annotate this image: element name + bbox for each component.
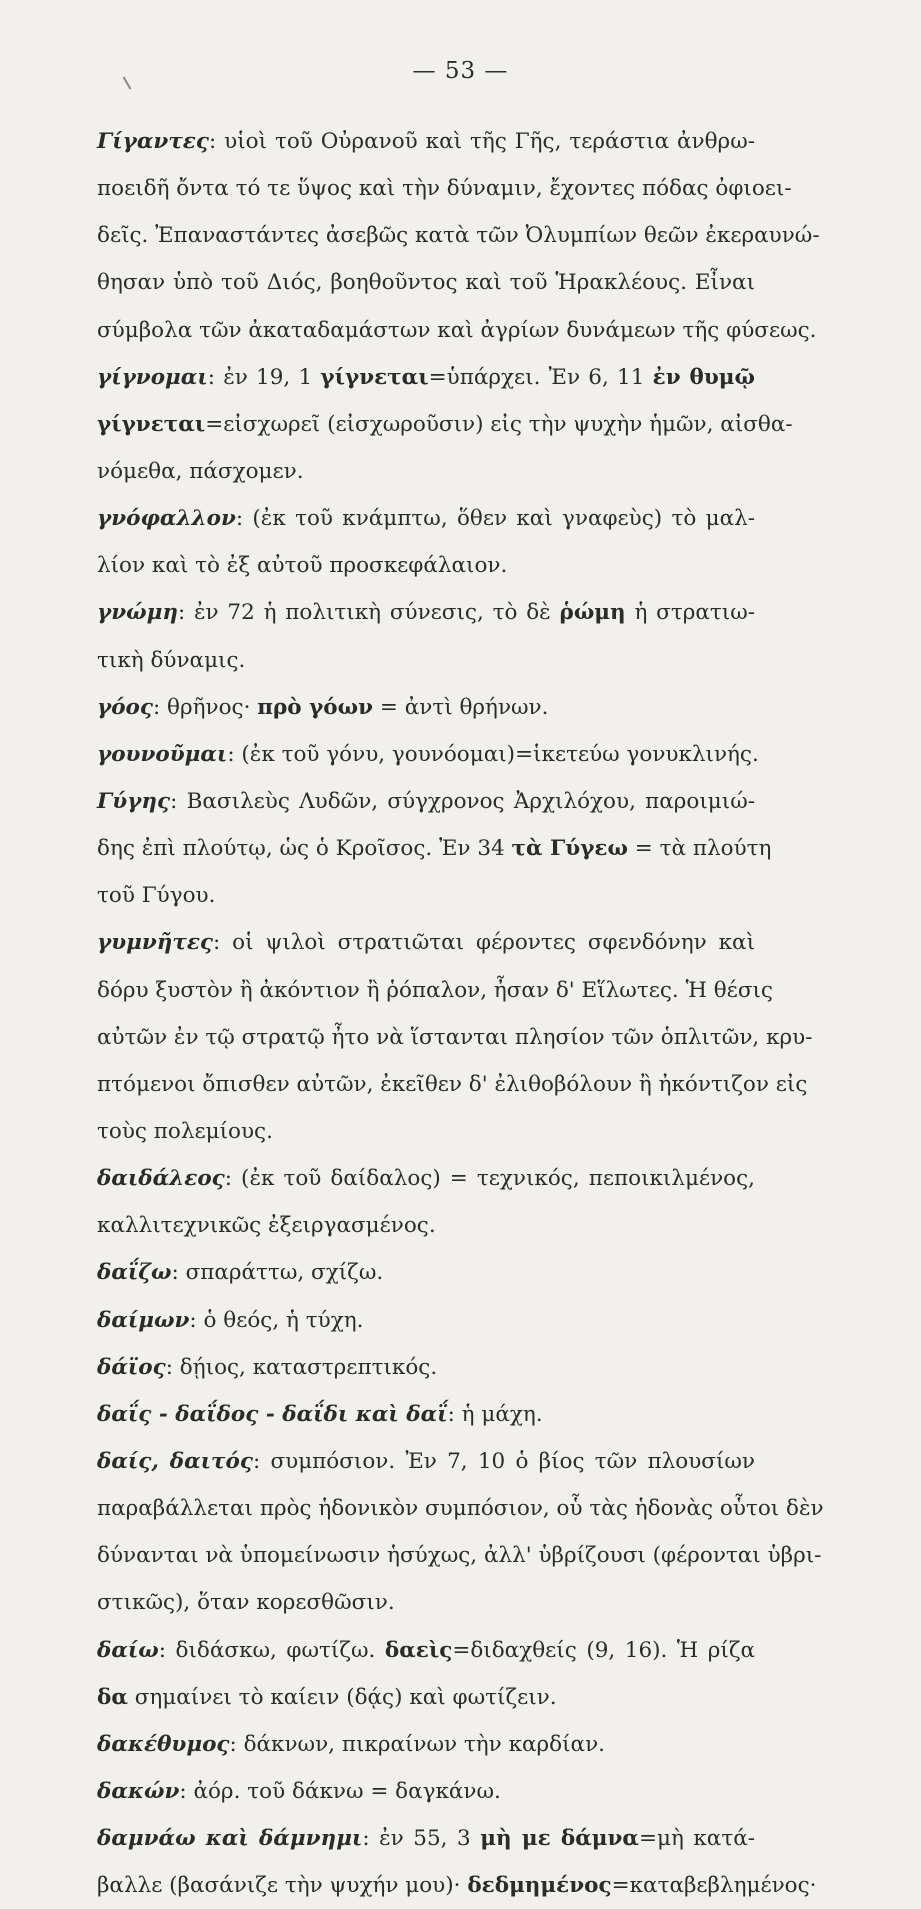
text-span: : ἡ μάχη. [447,1401,543,1427]
text-span: : ὁ θεός, ἡ τύχη. [189,1307,364,1333]
text-span: : (ἐκ τοῦ γόνυ, γουνόομαι)=ἱκετεύω γονυκλινής. [227,741,759,767]
text-line [97,1202,755,1249]
text-line [97,307,817,354]
text-span: : ἀόρ. τοῦ δάκνω = δαγκάνω. [179,1778,501,1804]
text-span: : ἐν 72 ἡ πολιτικὴ σύνεσις, τὸ δὲ [177,600,560,626]
text-span: πτόμενοι ὄπισθεν αὐτῶν, ἐκεῖθεν δ' ἐλιθοβόλουν ἢ ἠκόντιζον εἰς [97,1071,808,1097]
text-span: δόρυ ξυστὸν ἢ ἀκόντιον ἢ ῥόπαλον, ἦσαν δ' Εἵλωτες. Ἡ θέσις [97,977,773,1003]
text-span: σημαίνει τὸ καίειν (δᾴς) καὶ φωτίζειν. [127,1684,557,1710]
text-span: : συμπόσιον. Ἐν 7, 10 ὁ βίος τῶν πλουσίων [252,1448,755,1474]
text-span: =καταβεβλημένος· [611,1873,817,1899]
headword: δαιδάλεος [97,1166,225,1192]
text-line [97,919,755,966]
text-span: : Βασιλεὺς Λυδῶν, σύγχρονος Ἀρχιλόχου, παροιμιώ- [170,788,755,814]
text-line [97,731,759,778]
bold-term: δεδμημένος [467,1873,612,1899]
text-span: λίον καὶ τὸ ἐξ αὐτοῦ προσκεφάλαιον. [97,553,508,579]
glossary-text [97,118,824,1909]
text-span: : θρῆνος· [152,694,258,720]
text-span: θησαν ὑπὸ τοῦ Διός, βοηθοῦντος καὶ τοῦ Ἡρακλέους. Εἶναι [97,270,755,296]
text-span: : οἱ ψιλοὶ στρατιῶται φέροντες σφενδόνην καὶ [213,930,755,956]
text-line [97,1674,755,1721]
text-line [97,1249,755,1296]
text-line [97,1579,755,1626]
text-span: : δάκνων, πικραίνων τὴν καρδίαν. [229,1731,605,1757]
text-line [97,1108,755,1155]
text-line [97,1344,755,1391]
text-span: = ἀντὶ θρήνων. [373,694,549,720]
text-line [97,495,755,542]
text-span: σύμβολα τῶν ἀκαταδαμάστων καὶ ἀγρίων δυνάμεων τῆς φύσεως. [97,317,817,343]
text-span: =μὴ κατά- [638,1826,756,1852]
headword: δαίμων [97,1307,190,1333]
bold-term: πρὸ γόων [257,694,374,720]
text-span: αὐτῶν ἐν τῷ στρατῷ ἦτο νὰ ἵστανται πλησίον τῶν ὁπλιτῶν, κρυ- [97,1024,813,1050]
text-span: βαλλε (βασάνιζε τὴν ψυχήν μου)· [97,1873,468,1899]
bold-term: μὴ με δάμνα [480,1826,639,1852]
text-span: =εἰσχωρεῖ (εἰσχωροῦσιν) εἰς τὴν ψυχὴν ἡμῶν, αἰσθα- [205,411,793,437]
text-span: =ὑπάρχει. Ἐν 6, 11 [428,364,653,390]
text-span: νόμεθα, πάσχομεν. [97,458,304,484]
text-span: τοῦ Γύγου. [97,883,216,909]
text-line [97,1768,755,1815]
text-span: : δῄιος, καταστρεπτικός. [165,1354,438,1380]
headword: γυμνῆτες [97,930,214,956]
page-number: — 53 — [412,58,509,84]
text-span: τοὺς πολεμίους. [97,1118,273,1144]
text-line [97,1815,755,1862]
text-line [97,1014,813,1061]
bold-term: δα [97,1684,128,1710]
headword: Γίγαντες [97,129,209,154]
text-line [97,872,755,919]
text-span: = τὰ πλούτη [627,836,772,862]
text-span: τικὴ δύναμις. [97,647,246,673]
headword: δαίς, δαιτός [97,1448,253,1474]
text-line [97,354,755,401]
text-span: δης ἐπὶ πλούτῳ, ὡς ὁ Κροῖσος. Ἐν 34 [97,836,512,862]
text-line [97,212,820,259]
bold-term: ῥώμη [559,600,626,626]
bold-term: τὰ Γύγεω [511,836,628,862]
text-line [97,259,755,306]
text-line [97,1532,822,1579]
text-span: δύνανται νὰ ὑπομείνωσιν ἡσύχως, ἀλλ' ὑβρίζουσι (φέρονται ὑβρι- [97,1543,822,1569]
text-line [97,401,793,448]
text-span: : ἐν 55, 3 [362,1826,481,1852]
text-span: : ἐν 19, 1 [207,364,321,390]
text-span: στικῶς), ὅταν κορεσθῶσιν. [97,1590,395,1616]
text-line [97,1061,808,1108]
text-span: : σπαράττω, σχίζω. [171,1260,384,1286]
text-span: =διδαχθείς (9, 16). Ἡ ρίζα [452,1637,755,1663]
headword: γόος [97,694,153,720]
headword: δακών [97,1778,180,1804]
text-line [97,542,755,589]
text-span: δεῖς. Ἐπαναστάντες ἀσεβῶς κατὰ τῶν Ὀλυμπίων θεῶν ἐκεραυνώ- [97,223,820,249]
headword: δακέθυμος [97,1731,230,1757]
text-line [97,637,755,684]
bold-term: δαεὶς [384,1637,453,1663]
text-span: παραβάλλεται πρὸς ἡδονικὸν συμπόσιον, οὗ τὰς ἡδονὰς οὗτοι δὲν [97,1496,824,1522]
text-line [97,165,792,212]
bold-term: γίγνεται [97,411,206,437]
text-line [97,825,772,872]
text-line [97,1297,755,1344]
text-line [97,1862,817,1909]
text-line [97,1721,755,1768]
headword: δαΐζω [97,1260,172,1286]
text-line [97,967,773,1014]
bold-term: ἐν θυμῷ [652,364,755,390]
text-line [97,448,755,495]
text-line [97,1627,755,1674]
text-line [97,778,755,825]
text-line [97,1155,755,1202]
text-line [97,1485,824,1532]
headword: Γύγης [97,788,171,814]
text-span: : (ἐκ τοῦ κνάμπτω, ὅθεν καὶ γναφεὺς) τὸ μαλ- [235,506,755,532]
text-span: : υἱοὶ τοῦ Οὐρανοῦ καὶ τῆς Γῆς, τεράστια ἀνθρω- [208,129,755,154]
headword: γνόφαλλον [97,506,236,532]
text-span: ἡ στρατιω- [625,600,755,626]
text-span: καλλιτεχνικῶς ἐξειργασμένος. [97,1213,436,1239]
headword: δαμνάω καὶ δάμνημι [97,1826,363,1852]
headword: γουνοῦμαι [97,741,228,767]
text-line [97,1438,755,1485]
bold-term: γίγνεται [320,364,429,390]
text-span: ποειδῆ ὄντα τό τε ὕψος καὶ τὴν δύναμιν, ἔχοντες πόδας ὀφιοει- [97,176,792,202]
text-line [97,118,755,165]
text-line [97,684,755,731]
text-span: : διδάσκω, φωτίζω. [158,1637,385,1663]
headword: δαίω [97,1637,159,1663]
headword: γνώμη [97,600,178,626]
headword: γίγνομαι [97,364,208,390]
headword: δάϊος [97,1354,166,1380]
text-line [97,1391,755,1438]
text-span: : (ἐκ τοῦ δαίδαλος) = τεχνικός, πεποικιλμένος, [224,1166,755,1192]
headword: δαΐς - δαΐδος - δαΐδι καὶ δαΐ [97,1401,448,1427]
text-line [97,589,755,636]
